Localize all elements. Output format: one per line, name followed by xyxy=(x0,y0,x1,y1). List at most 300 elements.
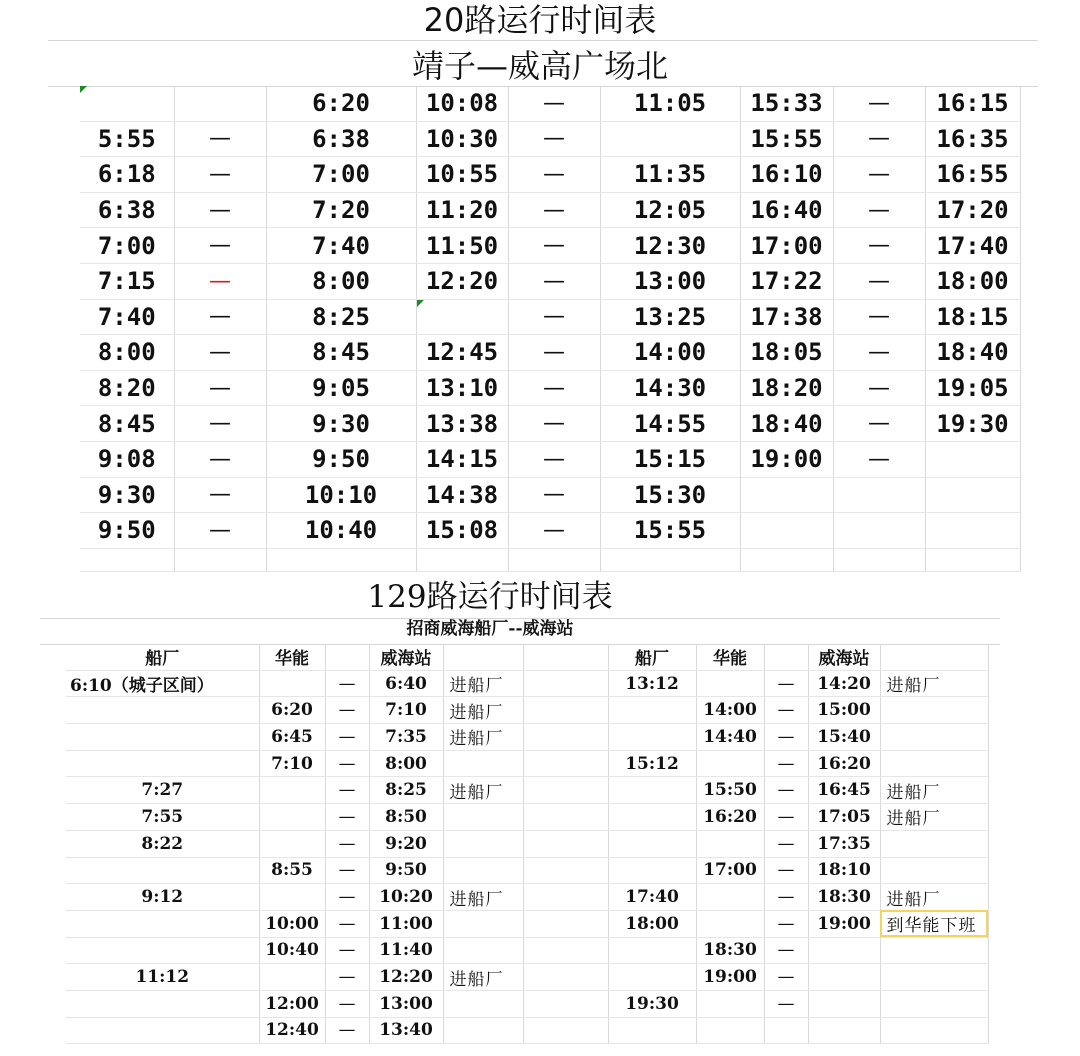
time-cell xyxy=(174,548,266,571)
dash-cell: — xyxy=(325,750,369,777)
time-cell: 16:45 xyxy=(808,777,880,804)
dash-cell: — xyxy=(325,670,369,697)
dash-cell: — xyxy=(325,857,369,884)
table-row xyxy=(66,884,988,911)
time-cell xyxy=(696,670,764,697)
time-cell xyxy=(764,1017,808,1044)
time-cell: 18:00 xyxy=(925,263,1020,299)
time-cell: 7:35 xyxy=(369,724,443,751)
time-cell: 6:18 xyxy=(80,157,174,193)
table-row xyxy=(80,370,1020,406)
time-cell: 9:05 xyxy=(266,370,416,406)
note-cell xyxy=(880,724,988,751)
time-cell: 9:50 xyxy=(80,513,174,549)
dash-cell: — xyxy=(833,228,925,264)
time-cell xyxy=(523,724,608,751)
time-cell xyxy=(833,477,925,513)
time-cell xyxy=(608,804,696,831)
dash-cell: — xyxy=(833,263,925,299)
dash-cell: — xyxy=(833,335,925,371)
note-cell xyxy=(880,937,988,964)
time-cell: 13:00 xyxy=(369,990,443,1017)
note-cell xyxy=(880,750,988,777)
table-row xyxy=(80,441,1020,477)
time-cell: 15:50 xyxy=(696,777,764,804)
time-cell xyxy=(925,548,1020,571)
note-cell: 进船厂 xyxy=(880,884,988,911)
time-cell: 11:05 xyxy=(600,86,740,121)
dash-cell: — xyxy=(833,441,925,477)
time-cell xyxy=(696,884,764,911)
time-cell: 8:20 xyxy=(80,370,174,406)
time-cell: 12:45 xyxy=(416,335,508,371)
time-cell xyxy=(523,670,608,697)
time-cell: 7:10 xyxy=(369,697,443,724)
table-row xyxy=(66,830,988,857)
note-cell: 进船厂 xyxy=(880,777,988,804)
time-cell: 10:00 xyxy=(259,910,325,937)
time-cell xyxy=(174,86,266,121)
column-header: 船厂 xyxy=(66,644,259,670)
time-cell xyxy=(266,548,416,571)
dash-cell: — xyxy=(764,830,808,857)
time-cell: 11:20 xyxy=(416,192,508,228)
time-cell xyxy=(523,804,608,831)
dash-cell: — xyxy=(764,990,808,1017)
column-header xyxy=(443,644,523,670)
time-cell: 9:08 xyxy=(80,441,174,477)
dash-cell: — xyxy=(833,157,925,193)
time-cell xyxy=(416,548,508,571)
header-row xyxy=(66,644,988,670)
time-cell: 18:40 xyxy=(925,335,1020,371)
table-row xyxy=(66,724,988,751)
time-cell: 11:40 xyxy=(369,937,443,964)
time-cell: 9:50 xyxy=(369,857,443,884)
time-cell: 11:50 xyxy=(416,228,508,264)
time-cell: 11:12 xyxy=(66,964,259,991)
time-cell xyxy=(608,777,696,804)
route129-subtitle: 招商威海船厂--威海站 xyxy=(406,619,574,639)
time-cell xyxy=(523,964,608,991)
table-row xyxy=(66,857,988,884)
time-cell: 18:30 xyxy=(696,937,764,964)
table-row xyxy=(80,157,1020,193)
dash-cell: — xyxy=(325,937,369,964)
dash-cell: — xyxy=(833,192,925,228)
dash-cell: — xyxy=(508,406,600,442)
time-cell xyxy=(523,857,608,884)
table-row xyxy=(66,910,988,937)
time-cell xyxy=(833,548,925,571)
time-cell: 14:00 xyxy=(600,335,740,371)
time-cell: 9:30 xyxy=(80,477,174,513)
time-cell: 7:00 xyxy=(80,228,174,264)
time-cell: 12:00 xyxy=(259,990,325,1017)
dash-cell: — xyxy=(174,228,266,264)
time-cell: 14:38 xyxy=(416,477,508,513)
table-row xyxy=(80,228,1020,264)
time-cell: 12:30 xyxy=(600,228,740,264)
dash-cell: — xyxy=(325,697,369,724)
time-cell: 8:22 xyxy=(66,830,259,857)
column-header: 威海站 xyxy=(808,644,880,670)
route129-title: 129路运行时间表 xyxy=(367,579,613,615)
time-cell: 10:40 xyxy=(266,513,416,549)
time-cell: 18:15 xyxy=(925,299,1020,335)
time-cell xyxy=(808,964,880,991)
note-cell: 进船厂 xyxy=(443,724,523,751)
time-cell: 17:00 xyxy=(696,857,764,884)
time-cell: 9:12 xyxy=(66,884,259,911)
table-row xyxy=(80,513,1020,549)
time-cell: 13:38 xyxy=(416,406,508,442)
time-cell: 15:55 xyxy=(600,513,740,549)
note-cell: 进船厂 xyxy=(443,670,523,697)
time-cell: 10:30 xyxy=(416,121,508,157)
time-cell xyxy=(608,1017,696,1044)
time-cell: 8:50 xyxy=(369,804,443,831)
time-cell: 18:30 xyxy=(808,884,880,911)
dash-cell: — xyxy=(764,724,808,751)
time-cell xyxy=(80,86,174,121)
time-cell xyxy=(66,937,259,964)
table-row xyxy=(66,1017,988,1044)
time-cell xyxy=(66,990,259,1017)
time-cell: 6:10（城子区间） xyxy=(66,670,259,697)
time-cell: 10:20 xyxy=(369,884,443,911)
time-cell: 16:35 xyxy=(925,121,1020,157)
time-cell xyxy=(523,937,608,964)
dash-cell: — xyxy=(764,750,808,777)
time-cell: 16:55 xyxy=(925,157,1020,193)
time-cell xyxy=(66,697,259,724)
time-cell xyxy=(925,513,1020,549)
table-row xyxy=(80,192,1020,228)
dash-cell: — xyxy=(174,299,266,335)
dash-cell: — xyxy=(508,263,600,299)
column-header: 华能 xyxy=(259,644,325,670)
dash-cell: — xyxy=(174,441,266,477)
time-cell: 15:33 xyxy=(740,86,833,121)
dash-cell: — xyxy=(833,406,925,442)
note-cell xyxy=(880,990,988,1017)
dash-cell: — xyxy=(764,910,808,937)
time-cell xyxy=(608,857,696,884)
time-cell xyxy=(696,750,764,777)
time-cell: 11:00 xyxy=(369,910,443,937)
note-cell xyxy=(880,964,988,991)
time-cell xyxy=(696,990,764,1017)
table-row xyxy=(80,121,1020,157)
dash-cell: — xyxy=(764,670,808,697)
column-header xyxy=(764,644,808,670)
time-cell xyxy=(80,548,174,571)
time-cell: 7:20 xyxy=(266,192,416,228)
route20-timetable xyxy=(80,86,1021,572)
time-cell xyxy=(608,697,696,724)
time-cell xyxy=(508,548,600,571)
time-cell: 6:38 xyxy=(266,121,416,157)
note-cell xyxy=(443,804,523,831)
column-header: 华能 xyxy=(696,644,764,670)
time-cell: 16:20 xyxy=(808,750,880,777)
time-cell: 17:40 xyxy=(925,228,1020,264)
time-cell: 7:00 xyxy=(266,157,416,193)
time-cell: 8:45 xyxy=(80,406,174,442)
time-cell xyxy=(696,830,764,857)
time-cell: 19:00 xyxy=(740,441,833,477)
time-cell xyxy=(259,884,325,911)
dash-cell: — xyxy=(325,990,369,1017)
time-cell: 7:27 xyxy=(66,777,259,804)
time-cell xyxy=(259,670,325,697)
time-cell: 17:05 xyxy=(808,804,880,831)
time-cell: 9:20 xyxy=(369,830,443,857)
dash-cell: — xyxy=(174,477,266,513)
time-cell xyxy=(740,548,833,571)
time-cell: 19:30 xyxy=(608,990,696,1017)
dash-cell: — xyxy=(174,406,266,442)
time-cell: 8:45 xyxy=(266,335,416,371)
time-cell: 18:10 xyxy=(808,857,880,884)
time-cell: 15:15 xyxy=(600,441,740,477)
time-cell: 14:20 xyxy=(808,670,880,697)
dash-cell: — xyxy=(325,777,369,804)
time-cell: 19:00 xyxy=(696,964,764,991)
time-cell xyxy=(66,857,259,884)
table-row xyxy=(66,750,988,777)
time-cell xyxy=(833,513,925,549)
dash-cell: — xyxy=(508,192,600,228)
time-cell xyxy=(808,990,880,1017)
time-cell: 8:25 xyxy=(369,777,443,804)
time-cell: 18:00 xyxy=(608,910,696,937)
time-cell: 6:20 xyxy=(259,697,325,724)
note-cell xyxy=(443,937,523,964)
table-row xyxy=(66,670,988,697)
dash-cell: — xyxy=(764,884,808,911)
time-cell xyxy=(600,121,740,157)
time-cell: 14:00 xyxy=(696,697,764,724)
dash-cell: — xyxy=(764,964,808,991)
column-header xyxy=(880,644,988,670)
time-cell: 15:12 xyxy=(608,750,696,777)
dash-cell: — xyxy=(325,1017,369,1044)
time-cell xyxy=(523,884,608,911)
time-cell xyxy=(523,910,608,937)
table-row xyxy=(66,804,988,831)
time-cell xyxy=(66,750,259,777)
dash-cell: — xyxy=(833,299,925,335)
time-cell xyxy=(523,1017,608,1044)
time-cell xyxy=(259,777,325,804)
note-cell xyxy=(443,830,523,857)
time-cell: 13:00 xyxy=(600,263,740,299)
time-cell: 16:40 xyxy=(740,192,833,228)
time-cell: 17:00 xyxy=(740,228,833,264)
dash-cell: — xyxy=(833,121,925,157)
route20-title: 20路运行时间表 xyxy=(423,1,657,39)
note-cell xyxy=(880,857,988,884)
time-cell: 13:40 xyxy=(369,1017,443,1044)
dash-cell: — xyxy=(508,370,600,406)
table-row xyxy=(66,990,988,1017)
note-cell: 进船厂 xyxy=(443,884,523,911)
dash-cell: — xyxy=(508,513,600,549)
note-cell: 到华能下班 xyxy=(880,910,988,937)
table-row xyxy=(80,477,1020,513)
time-cell: 5:55 xyxy=(80,121,174,157)
note-cell xyxy=(443,750,523,777)
time-cell xyxy=(608,724,696,751)
time-cell: 7:10 xyxy=(259,750,325,777)
note-cell xyxy=(443,857,523,884)
time-cell: 15:40 xyxy=(808,724,880,751)
dash-cell: — xyxy=(508,228,600,264)
time-cell xyxy=(416,299,508,335)
time-cell: 6:38 xyxy=(80,192,174,228)
time-cell: 10:40 xyxy=(259,937,325,964)
time-cell xyxy=(925,441,1020,477)
time-cell xyxy=(600,548,740,571)
dash-cell: — xyxy=(325,884,369,911)
time-cell xyxy=(696,1017,764,1044)
note-cell: 进船厂 xyxy=(443,964,523,991)
time-cell: 12:20 xyxy=(416,263,508,299)
dash-cell: — xyxy=(508,441,600,477)
time-cell: 9:30 xyxy=(266,406,416,442)
time-cell: 17:35 xyxy=(808,830,880,857)
dash-cell: — xyxy=(764,804,808,831)
time-cell: 18:20 xyxy=(740,370,833,406)
time-cell: 16:20 xyxy=(696,804,764,831)
note-cell: 进船厂 xyxy=(880,670,988,697)
dash-cell: — xyxy=(174,513,266,549)
comment-marker-icon xyxy=(417,300,424,307)
time-cell: 14:30 xyxy=(600,370,740,406)
time-cell: 12:20 xyxy=(369,964,443,991)
dash-cell: — xyxy=(764,697,808,724)
time-cell xyxy=(808,1017,880,1044)
time-cell: 14:55 xyxy=(600,406,740,442)
dash-cell: — xyxy=(325,724,369,751)
time-cell xyxy=(696,910,764,937)
time-cell: 12:05 xyxy=(600,192,740,228)
route129-timetable xyxy=(66,644,989,1044)
dash-cell: — xyxy=(325,964,369,991)
dash-cell: — xyxy=(764,857,808,884)
dash-cell: — xyxy=(508,86,600,121)
time-cell: 9:50 xyxy=(266,441,416,477)
time-cell: 13:10 xyxy=(416,370,508,406)
dash-cell: — xyxy=(325,804,369,831)
table-row xyxy=(80,335,1020,371)
time-cell xyxy=(925,477,1020,513)
time-cell xyxy=(259,964,325,991)
note-cell: 进船厂 xyxy=(443,777,523,804)
time-cell: 12:40 xyxy=(259,1017,325,1044)
comment-marker-icon xyxy=(80,86,87,93)
dash-cell: — xyxy=(508,157,600,193)
time-cell: 6:40 xyxy=(369,670,443,697)
note-cell xyxy=(880,830,988,857)
time-cell xyxy=(740,513,833,549)
time-cell: 8:25 xyxy=(266,299,416,335)
time-cell: 13:25 xyxy=(600,299,740,335)
time-cell: 16:10 xyxy=(740,157,833,193)
time-cell xyxy=(608,964,696,991)
note-cell xyxy=(443,990,523,1017)
time-cell: 8:00 xyxy=(369,750,443,777)
time-cell xyxy=(523,750,608,777)
dash-cell: — xyxy=(833,86,925,121)
time-cell: 8:00 xyxy=(80,335,174,371)
route20-subtitle: 靖子—威高广场北 xyxy=(411,47,668,85)
table-row xyxy=(80,406,1020,442)
dash-cell: — xyxy=(325,830,369,857)
column-header xyxy=(325,644,369,670)
time-cell: 7:40 xyxy=(266,228,416,264)
time-cell: 19:00 xyxy=(808,910,880,937)
time-cell xyxy=(66,910,259,937)
table-row xyxy=(80,86,1020,121)
note-cell: 进船厂 xyxy=(443,697,523,724)
divider xyxy=(48,40,1038,41)
time-cell: 11:35 xyxy=(600,157,740,193)
dash-cell: — xyxy=(833,370,925,406)
time-cell: 18:05 xyxy=(740,335,833,371)
note-cell: 进船厂 xyxy=(880,804,988,831)
time-cell xyxy=(66,1017,259,1044)
time-cell xyxy=(608,937,696,964)
note-cell xyxy=(880,1017,988,1044)
table-row xyxy=(80,548,1020,571)
time-cell xyxy=(808,937,880,964)
time-cell: 13:12 xyxy=(608,670,696,697)
time-cell: 17:20 xyxy=(925,192,1020,228)
dash-cell: — xyxy=(174,192,266,228)
time-cell xyxy=(740,477,833,513)
time-cell: 15:55 xyxy=(740,121,833,157)
dash-cell: — xyxy=(508,477,600,513)
time-cell: 8:00 xyxy=(266,263,416,299)
dash-cell: — xyxy=(508,299,600,335)
note-cell xyxy=(443,1017,523,1044)
table-row xyxy=(66,937,988,964)
time-cell: 17:40 xyxy=(608,884,696,911)
time-cell: 6:20 xyxy=(266,86,416,121)
time-cell: 10:10 xyxy=(266,477,416,513)
table-row xyxy=(80,263,1020,299)
time-cell: 15:00 xyxy=(808,697,880,724)
time-cell: 14:15 xyxy=(416,441,508,477)
column-header: 船厂 xyxy=(608,644,696,670)
time-cell: 16:15 xyxy=(925,86,1020,121)
dash-cell: — xyxy=(764,937,808,964)
time-cell: 17:38 xyxy=(740,299,833,335)
dash-cell: — xyxy=(174,157,266,193)
dash-cell: — xyxy=(508,335,600,371)
column-header: 威海站 xyxy=(369,644,443,670)
dash-cell: — xyxy=(325,910,369,937)
time-cell: 15:08 xyxy=(416,513,508,549)
dash-cell: — xyxy=(174,335,266,371)
time-cell: 10:55 xyxy=(416,157,508,193)
time-cell: 19:05 xyxy=(925,370,1020,406)
time-cell xyxy=(259,804,325,831)
time-cell xyxy=(523,697,608,724)
